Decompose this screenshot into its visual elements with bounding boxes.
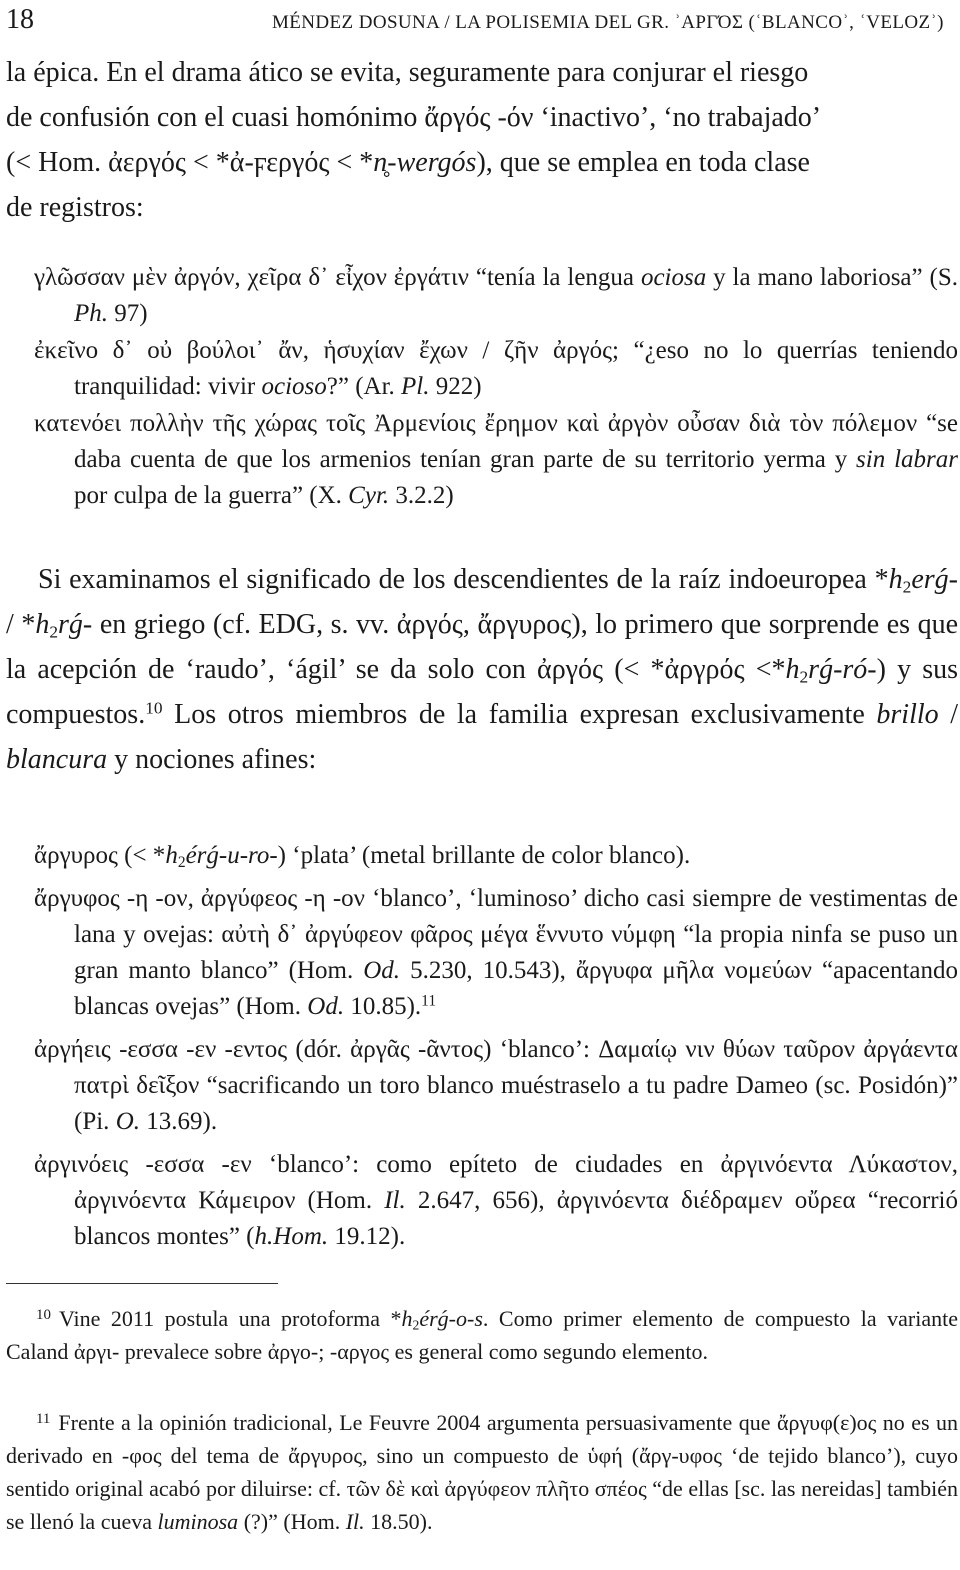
example-item [34,838,958,874]
text-span: 97) [108,300,148,327]
text-span: 10.85). [344,993,422,1020]
text-span: 5.230, 10.543), ἄργυφα μῆλα νομεύων “apacentando blancas ovejas” (Hom. [74,957,959,1020]
italic-span: Pl. [401,373,430,400]
footnote-marker: 10 [36,1306,51,1323]
italic-span: blancura [6,744,108,775]
italic-span: h [401,1306,413,1331]
intro-line: de confusión con el cuasi homónimo ἄργός -όν ‘inactivo’, ‘no trabajado’ [6,102,822,133]
italic-span: n̥-wergós [373,147,477,178]
example-item [34,333,958,405]
text-span: , s. vv. ἀργός, ἄργυρος), lo primero que sorprende es que la acepción de ‘raudo’, ‘ágil’ se da solo con ἀργός (< *ἀργρός <* [6,609,959,685]
italic-span: Od. [363,957,401,984]
text-span: ?” (Ar. [326,373,402,400]
footnote-divider [6,1283,278,1284]
footnote-11 [6,1406,958,1538]
text-span: ), que se emplea en toda clase [476,147,810,178]
italic-span: Cyr. [348,482,390,509]
italic-span: rǵ-ró- [808,654,877,685]
italic-span: h.Hom. [254,1223,329,1250]
page-number: 18 [6,4,34,35]
text-span: / * [6,609,36,640]
italic-span: Il. [384,1187,406,1214]
subscript: 2 [49,622,59,642]
italic-span: sin labrar [856,446,958,473]
italic-span: érǵ-o-s [419,1306,483,1331]
footnote-10 [6,1302,958,1368]
italic-span: Ph. [74,300,109,327]
intro-line [6,140,958,185]
text-span: / [938,699,959,730]
footnote-marker: 11 [36,1410,51,1427]
text-span: en griego (cf. [92,609,259,640]
subscript: 2 [799,667,809,687]
italic-span: h [165,842,178,869]
example-list-2 [34,838,958,1262]
text-span: (< Hom. ἀεργός < *ἀ-ϝεργός < * [6,147,374,178]
text-span: 922) [429,373,482,400]
text-span: ἀργήεις -εσσα -εν -εντος (dór. ἀργᾶς -ᾶντος) ‘blanco’: Δαμαίῳ νιν θύων ταῦρον ἀργάεντα πατρὶ δεῖξον “sacrificando un toro blanco muéstraselo a tu padre Dameo (sc. Posidón)” (Pi. [34,1036,958,1135]
italic-span: O. [115,1108,140,1135]
text-span: por culpa de la guerra” (X. [74,482,349,509]
subscript: 2 [177,853,186,871]
text-span: y la mano laboriosa” (S. [706,264,958,291]
example-item [34,1147,958,1255]
abbreviation: EDG [258,609,317,640]
text-span: Si examinamos el significado de los descendientes de la raíz indoeuropea * [38,564,889,595]
italic-span: rǵ- [58,609,93,640]
text-span: 3.2.2) [389,482,454,509]
footnote-reference[interactable]: 10 [145,698,163,718]
italic-span: Od. [307,993,345,1020]
intro-paragraph [6,50,958,230]
text-span: γλῶσσαν μὲν ἀργόν, χεῖρα δ᾽ εἶχον ἐργάτιν “tenía la lengua [34,264,641,291]
intro-line: la épica. En el drama ático se evita, seguramente para conjurar el riesgo [6,57,809,88]
subscript: 2 [902,577,912,597]
text-span: ) y sus compuestos. [6,654,958,730]
main-paragraph [6,557,958,782]
example-item [34,881,958,1025]
intro-line: de registros: [6,192,144,223]
text-span: 19.12). [328,1223,406,1250]
text-span: 13.69). [140,1108,218,1135]
page-header [6,4,954,38]
text-span: ) ‘plata’ (metal brillante de color blanco). [277,842,691,869]
text-span: κατενόει πολλὴν τῆς χώρας τοῖς Ἀρμενίοις ἔρημον καὶ ἀργὸν οὖσαν διὰ τὸν πόλεμον “se daba cuenta de que los armenios tenían gran parte de su territorio yerma y [34,410,958,473]
text-span: 2.647, 656), ἀργινόεντα διέδραμεν οὔρεα “recorrió blancos montes” ( [74,1187,958,1250]
subscript: 2 [412,1317,420,1333]
text-span: Frente a la opinión tradicional, Le Feuvre 2004 argumenta persuasivamente que ἄργυφ(ε)ος no es un derivado en -φος del tema de ἄργυρος, sino un compuesto de ὑφή (ἄργ-υφος ‘de tejido blanco’), cuyo sentido original acabó por diluirse: cf. τῶν δὲ καὶ ἀργύφεον πλῆτο σπέος “de ellas [sc. las nereidas] también se llenó la cueva [6,1410,958,1534]
example-item [34,260,958,332]
text-span: (?)” (Hom. [238,1509,346,1534]
text-span: Vine 2011 postula una protoforma * [58,1306,402,1331]
italic-span: brillo [876,699,939,730]
text-span: ἄργυρος (< * [34,842,166,869]
italic-span: luminosa [157,1509,239,1534]
text-span: ἀργινόεις -εσσα -εν ‘blanco’: como epíteto de ciudades en ἀργινόεντα Λύκαστον, ἀργινόεντα Κάμειρον (Hom. [34,1151,958,1214]
text-span: y nociones afines: [107,744,317,775]
italic-span: h [785,654,800,685]
italic-span: h [888,564,903,595]
italic-span: erǵ- [911,564,958,595]
text-span: Los otros miembros de la familia expresan exclusivamente [162,699,877,730]
running-title: MÉNDEZ DOSUNA / LA POLISEMIA DEL GR. ʾΑΡΓΌΣ (ʿBLANCOʾ, ʿVELOZʾ) [272,12,944,33]
text-span: 18.50). [364,1509,433,1534]
footnote-reference[interactable]: 11 [421,992,437,1010]
text-span: ἐκεῖνο δ᾽ οὐ βούλοι᾽ ἄν, ἡσυχίαν ἔχων / ζῆν ἀργός; “¿eso no lo querrías teniendo tranquilidad: vivir [34,337,958,400]
text-span: ἄργυφος -η -ον, ἀργύφεος -η -ον ‘blanco’, ‘luminoso’ dicho casi siempre de vestimentas de lana y ovejas: αὐτὴ δ᾽ ἀργύφεον φᾶρος μέγα ἕννυτο νύμφη “la propia ninfa se puso un gran manto blanco” (Hom. [34,885,958,984]
example-item [34,1032,958,1140]
text-span: . Como primer elemento de compuesto la variante Caland ἀργι- prevalece sobre ἀργο-; -αργος es general como segundo elemento. [6,1306,958,1364]
italic-span: Il. [345,1509,365,1534]
example-list-1 [34,260,958,515]
italic-span: h [35,609,50,640]
example-item [34,406,958,514]
italic-span: érǵ-u-ro- [185,842,278,869]
italic-span: ocioso [261,373,327,400]
italic-span: ociosa [640,264,707,291]
